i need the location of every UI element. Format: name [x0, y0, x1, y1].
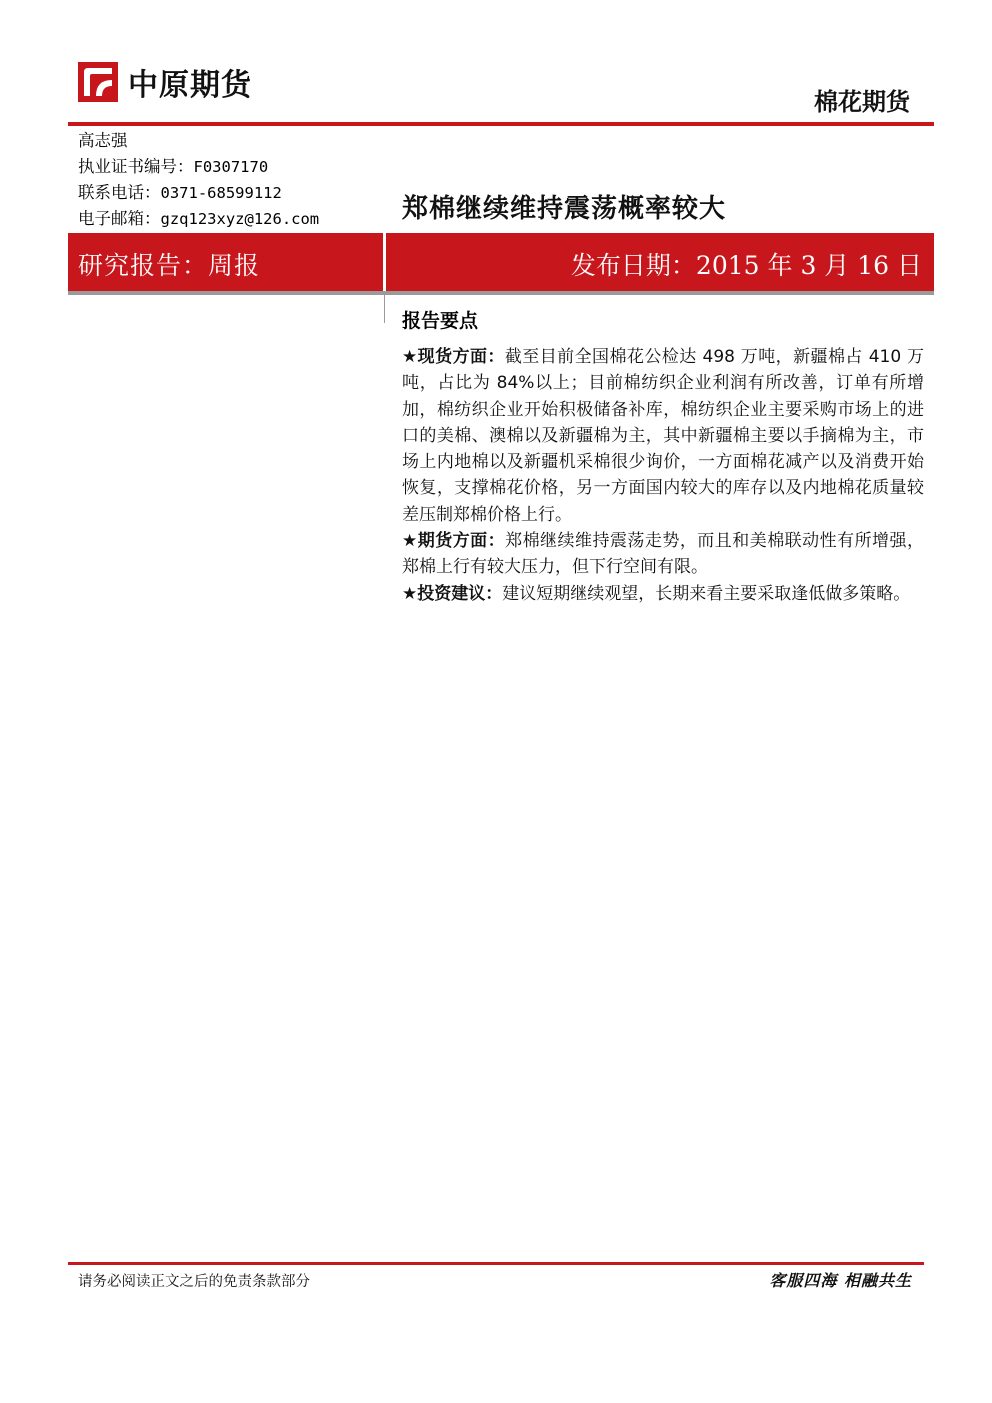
summary-item-label: ★期货方面： [402, 531, 506, 552]
company-logo [78, 60, 252, 104]
summary-body [402, 344, 924, 607]
license-line [78, 154, 319, 180]
license-value: F0307170 [193, 158, 269, 176]
phone-line [78, 180, 319, 206]
phone-value: 0371-68599112 [160, 184, 282, 202]
email-line [78, 206, 319, 232]
footer-disclaimer: 请务必阅读正文之后的免责条款部分 [78, 1274, 310, 1290]
footer-rule [68, 1262, 924, 1265]
company-name: 中原期货 [128, 68, 252, 103]
logo-mark-icon [78, 62, 118, 102]
summary-item-spot [402, 344, 924, 528]
summary-item-label: ★现货方面： [402, 347, 505, 367]
report-category: 棉花期货 [814, 87, 910, 116]
report-type: 研究报告：周报 [78, 251, 261, 280]
author-info [78, 128, 319, 232]
author-name: 高志强 [78, 131, 128, 150]
band-divider [383, 233, 386, 291]
summary-item-advice [402, 581, 924, 607]
band-underline [68, 291, 934, 295]
summary-heading: 报告要点 [402, 310, 479, 332]
email-value: gzq123xyz@126.com [160, 210, 320, 228]
publish-date: 发布日期：2015 年 3 月 16 日 [570, 251, 922, 280]
summary-item-futures [402, 528, 924, 581]
summary-item-text: 郑棉继续维持震荡走势，而且和美棉联动性有所增强，郑棉上行有较大压力，但下行空间有限。 [402, 531, 924, 578]
summary-item-text: 建议短期继续观望，长期来看主要采取逢低做多策略。 [502, 583, 911, 604]
report-title: 郑棉继续维持震荡概率较大 [402, 194, 727, 224]
top-rule [68, 122, 934, 126]
email-label: 电子邮箱： [78, 209, 161, 228]
summary-item-text: 截至目前全国棉花公检达 498 万吨，新疆棉占 410 万吨，占比为 84%以上；目前棉纺织企业利润有所改善，订单有所增加，棉纺织企业开始积极储备补库，棉纺织企业主要采购市场上的进口的美棉、澳棉以及新疆棉为主，其中新疆棉主要以手摘棉为主，市场上内地棉以及新疆机采棉很少询价，一方面棉花减产以及消费开始恢复，支撑棉花价格，另一方面国内较大的库存以及内地棉花质量较差压制郑棉价格上行。 [402, 347, 924, 525]
phone-label: 联系电话： [78, 183, 161, 202]
license-label: 执业证书编号： [78, 157, 194, 176]
column-divider [384, 295, 385, 323]
summary-item-label: ★投资建议： [402, 583, 503, 604]
footer-slogan: 客服四海 相融共生 [769, 1271, 912, 1290]
